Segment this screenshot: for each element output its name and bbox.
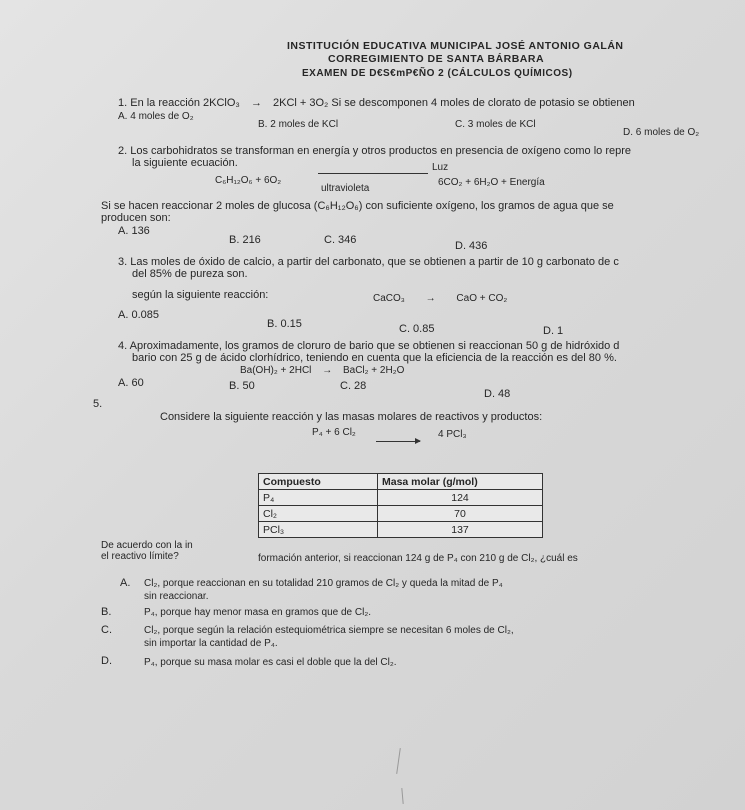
pencil-mark [396, 748, 401, 774]
q2-reactants: C₆H₁₂O₆ + 6O₂ [215, 175, 282, 186]
q5-option-b-text: P₄, porque hay menor masa en gramos que de Cl₂. [144, 607, 371, 618]
q4-arrow: → [322, 365, 333, 376]
q1-prefix: 1. En la reacción 2KClO₃ [118, 97, 240, 109]
q2-line1: 2. Los carbohidratos se transforman en energía y otros productos en presencia de oxígeno como lo repre [118, 145, 632, 157]
q5-option-d-text: P₄, porque su masa molar es casi el doble que la del Cl₂. [144, 657, 397, 668]
table-row [259, 490, 543, 506]
q5-option-d-label: D. [101, 655, 112, 667]
table-cell-compound: PCl₃ [259, 522, 378, 538]
q2-option-d: D. 436 [455, 240, 488, 252]
school-name: INSTITUCIÓN EDUCATIVA MUNICIPAL JOSÉ ANTONIO GALÁN [287, 40, 624, 52]
q2-products: 6CO₂ + 6H₂O + Energía [438, 177, 545, 188]
table-cell-compound: P₄ [259, 490, 378, 506]
q5-eq-left: P₄ + 6 Cl₂ [312, 427, 356, 438]
q2-question-line2: producen son: [101, 212, 171, 224]
q2-option-b: B. 216 [229, 234, 261, 246]
table-cell-compound: Cl₂ [259, 506, 378, 522]
q4-option-c: C. 28 [340, 380, 367, 392]
q1-statement [118, 97, 635, 110]
q3-option-d: D. 1 [543, 325, 564, 337]
q1-option-d: D. 6 moles de O₂ [623, 127, 700, 138]
table-row [259, 506, 543, 522]
q1-option-b: B. 2 moles de KCl [258, 119, 339, 130]
q2-reaction-arrow [318, 173, 428, 174]
q5-option-a-text1: Cl₂, porque reaccionan en su totalidad 210 gramos de Cl₂ y queda la mitad de P₄ [144, 578, 503, 589]
q3-eq-right: CaO + CO₂ [456, 293, 508, 304]
q2-line2: la siguiente ecuación. [132, 157, 238, 169]
q3-option-b: B. 0.15 [267, 318, 302, 330]
table-cell-molar-mass: 137 [378, 522, 543, 538]
q3-line1: 3. Las moles de óxido de calcio, a partir del carbonato, que se obtienen a partir de 10 g carbonato de c [118, 256, 619, 268]
q3-line3: según la siguiente reacción: [132, 289, 269, 301]
q5-eq-right: 4 PCl₃ [438, 429, 467, 440]
q2-question-line1: Si se hacen reaccionar 2 moles de glucosa (C₆H₁₂O₆) con suficiente oxígeno, los gramos de agua que se [101, 200, 614, 212]
table-header-compound: Compuesto [259, 474, 378, 490]
table-cell-molar-mass: 70 [378, 506, 543, 522]
q4-option-b: B. 50 [229, 380, 255, 392]
q1-arrow: → [250, 97, 262, 109]
q4-eq-right: BaCl₂ + 2H₂O [342, 365, 405, 376]
q2-luz-label: Luz [432, 162, 449, 173]
q3-eq-left: CaCO₃ [373, 293, 405, 304]
q5-option-a-label: A. [120, 577, 131, 589]
q5-number: 5. [93, 398, 103, 410]
table-header-molar-mass: Masa molar (g/mol) [378, 474, 543, 490]
q1-text: 2KCl + 3O₂ Si se descomponen 4 moles de clorato de potasio se obtienen [273, 97, 635, 109]
q2-option-a: A. 136 [118, 225, 150, 237]
q3-line2: del 85% de pureza son. [132, 268, 248, 280]
table-cell-molar-mass: 124 [378, 490, 543, 506]
q4-option-d: D. 48 [484, 388, 511, 400]
q5-reaction-arrow [372, 433, 424, 451]
q5-question-start: De acuerdo con la in [101, 540, 193, 551]
q5-option-c-text1: Cl₂, porque según la relación estequiométrica siempre se necesitan 6 moles de Cl₂, [144, 625, 514, 636]
q3-option-a: A. 0.085 [118, 309, 159, 321]
table-row [259, 522, 543, 538]
q4-option-a: A. 60 [118, 377, 144, 389]
q5-question-rest: formación anterior, si reaccionan 124 g de P₄ con 210 g de Cl₂, ¿cuál es [258, 553, 578, 564]
q3-option-c: C. 0.85 [399, 323, 435, 335]
q4-eq-left: Ba(OH)₂ + 2HCl [240, 365, 312, 376]
molar-mass-table [258, 473, 543, 538]
q4-equation [240, 365, 404, 377]
table-header-row [259, 474, 543, 490]
q2-option-c: C. 346 [324, 234, 357, 246]
q5-option-a-text2: sin reaccionar. [144, 591, 209, 602]
pencil-mark [401, 788, 403, 804]
district-name: CORREGIMIENTO DE SANTA BÁRBARA [328, 53, 545, 65]
q5-intro: Considere la siguiente reacción y las masas molares de reactivos y productos: [160, 411, 543, 423]
q1-option-c: C. 3 moles de KCl [455, 119, 536, 130]
q3-arrow: → [425, 293, 436, 304]
q5-option-b-label: B. [101, 606, 112, 618]
q5-option-c-label: C. [101, 624, 112, 636]
q4-line2: bario con 25 g de ácido clorhídrico, teniendo en cuenta que la eficiencia de la reacción es del 80 %. [132, 352, 617, 364]
q5-option-c-text2: sin importar la cantidad de P₄. [144, 638, 278, 649]
q4-line1: 4. Aproximadamente, los gramos de cloruro de bario que se obtienen si reaccionan 50 g de hidróxido d [118, 340, 620, 352]
exam-title: EXAMEN DE D€S€mP€ÑO 2 (CÁLCULOS QUÍMICOS) [302, 68, 573, 79]
q3-equation [373, 293, 507, 305]
q2-ultravioleta-label: ultravioleta [321, 183, 370, 194]
q1-option-a: A. 4 moles de O₂ [118, 111, 194, 122]
q5-question-line2: el reactivo límite? [101, 551, 179, 562]
